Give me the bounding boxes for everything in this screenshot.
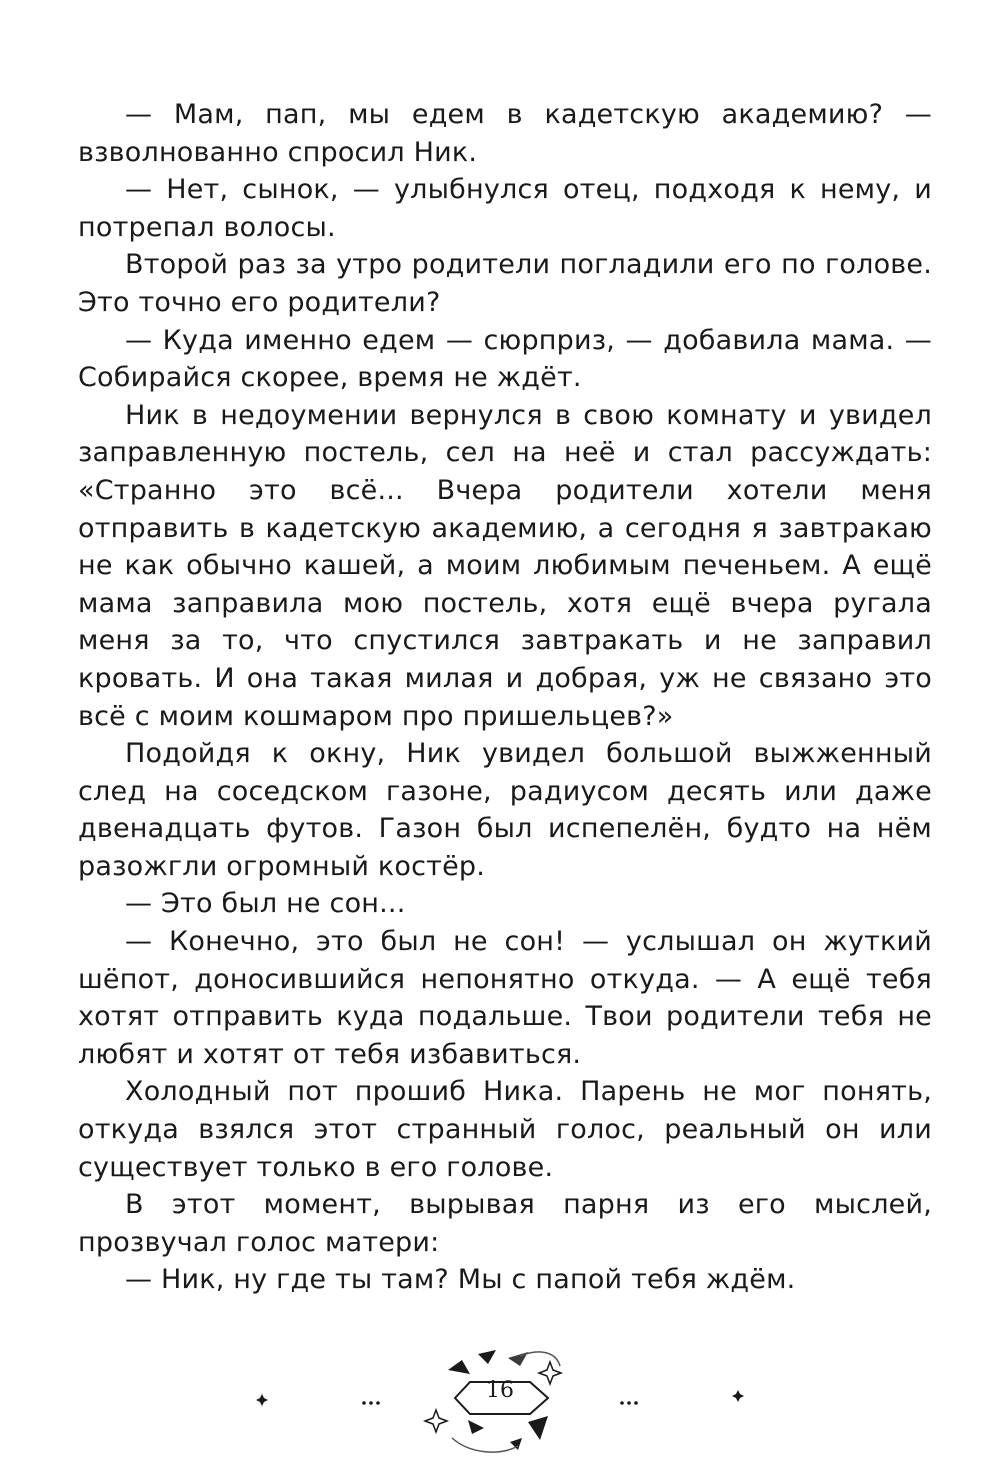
paragraph: В этот момент, вырывая парня из его мыслей, прозвучал голос матери: — [78, 1189, 932, 1258]
paragraph: Второй раз за утро родители погладили его по голове. Это точно его родители? — [78, 249, 932, 318]
paragraph: — Это был не сон... — [125, 888, 406, 920]
sparkle-icon — [256, 1394, 268, 1406]
paragraph: — Конечно, это был не сон! — услышал он жуткий шёпот, доносившийся непонятно откуда. — А ещё тебя хотят отправить куда подальше. Твои родители тебя не любят и хотят от тебя избавиться. — [78, 926, 932, 1070]
dots-icon — [620, 1401, 638, 1405]
body-text — [78, 96, 932, 1299]
paragraph: Подойдя к окну, Ник увидел большой выжженный след на соседском газоне, радиусом десять или даже двенадцать футов. Газон был испепелён, будто на нём разожгли огромный костёр. — [78, 738, 932, 882]
paragraph: — Мам, пап, мы едем в кадетскую академию? — взволнованно спросил Ник. — [78, 99, 932, 168]
sparkle-icon — [732, 1390, 744, 1402]
paragraph: Ник в недоумении вернулся в свою комнату и увидел заправленную постель, сел на неё и стал рассуждать: «Странно это всё... Вчера родители хотели меня отправить в кадетскую академию, а сегодня я завтракаю не как обычно кашей, а моим любимым печеньем. А ещё мама заправила мою постель, хотя ещё вчера ругала меня за то, что спустился завтракать и не заправил кровать. И она такая милая и добрая, уж не связано это всё с моим кошмаром про пришельцев?» — [78, 399, 932, 732]
paragraph: — Нет, сынок, — улыбнулся отец, подходя к нему, и потрепал волосы. — [78, 174, 932, 243]
paragraph: — Куда именно едем — сюрприз, — добавила мама. — Собирайся скорее, время не ждёт. — [78, 324, 932, 394]
dots-icon — [362, 1401, 380, 1405]
page-number: 16 — [486, 1378, 514, 1403]
paragraph: Холодный пот прошиб Ника. Парень не мог понять, откуда взялся этот странный голос, реальный он или существует только в его голове. — [78, 1076, 932, 1183]
paragraph: — Ник, ну где ты там? Мы с папой тебя ждём. — [125, 1264, 796, 1296]
